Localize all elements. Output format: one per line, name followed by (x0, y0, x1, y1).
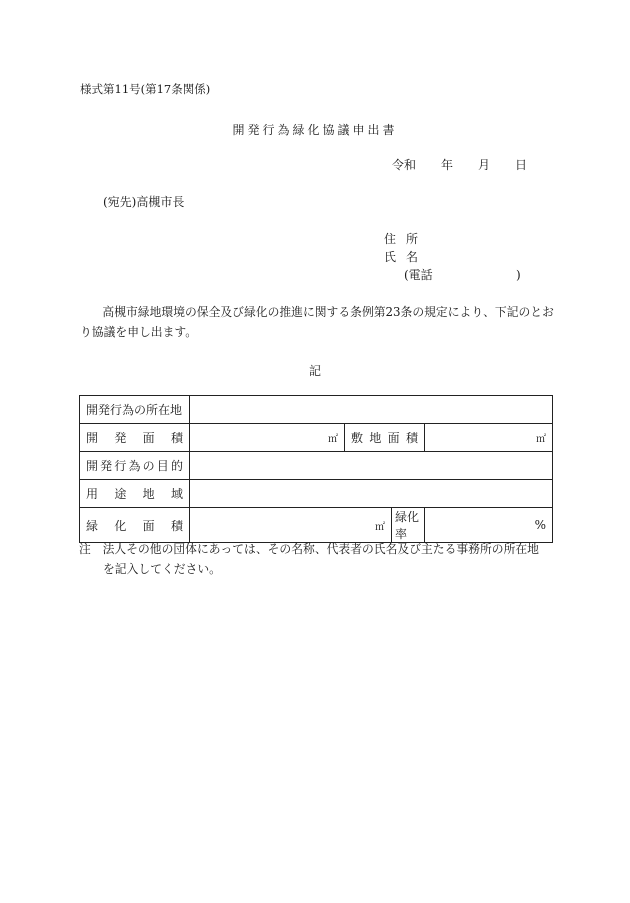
dev-area-value: ㎡ (190, 424, 345, 452)
green-ratio-value: % (425, 508, 553, 543)
date-line (392, 156, 527, 173)
label-char: 開 (86, 459, 99, 473)
name-line (384, 248, 521, 266)
label-char: 緑 (86, 518, 99, 533)
label-char: 途 (114, 487, 127, 501)
date-month: 月 (478, 158, 491, 172)
footnote (79, 539, 559, 579)
label-char: 地 (142, 487, 155, 501)
name-label-char: 氏 (384, 250, 397, 264)
label-char: 的 (170, 459, 183, 473)
table-row (80, 508, 553, 543)
green-area-label (80, 508, 190, 543)
phone-close: ) (516, 268, 521, 282)
label-char: 為 (128, 459, 141, 473)
address-label-char: 所 (406, 232, 419, 246)
date-year: 年 (441, 158, 454, 172)
label-char: 用 (86, 487, 99, 501)
label-char: 行 (114, 459, 127, 473)
location-value (190, 396, 553, 424)
purpose-label (80, 452, 190, 480)
table-row (80, 452, 553, 480)
applicant-block (384, 230, 521, 284)
zone-label (80, 480, 190, 508)
date-day: 日 (515, 158, 528, 172)
label-char: 目 (156, 459, 169, 473)
footnote-line: 注 法人その他の団体にあっては、その名称、代表者の氏名及び主たる事務所の所在地 (79, 542, 539, 556)
table-row (80, 396, 553, 424)
site-area-label (345, 424, 425, 452)
phone-open: (電話 (404, 268, 433, 282)
label-char: 敷 (351, 431, 364, 445)
dev-area-label (80, 424, 190, 452)
label-char: 面 (142, 431, 155, 445)
ki-heading: 記 (308, 364, 321, 378)
green-ratio-label: 緑化率 (392, 508, 425, 543)
body-text: 高槻市緑地環境の保全及び緑化の推進に関する条例第23条の規定により、下記のとおり協議を申し出ます。 (80, 305, 554, 339)
footnote-line: を記入してください。 (103, 562, 221, 576)
site-area-value: ㎡ (425, 424, 553, 452)
address-label-char: 住 (384, 232, 397, 246)
table-row (80, 424, 553, 452)
label-char: 積 (170, 518, 183, 533)
label-char: 面 (142, 518, 155, 533)
label-char: 化 (114, 518, 127, 533)
document-title: 開発行為緑化協議申出書 (232, 123, 398, 137)
zone-value (190, 480, 553, 508)
application-table (79, 395, 553, 543)
label-char: 発 (114, 431, 127, 445)
location-label: 開発行為の所在地 (80, 396, 190, 424)
label-char: の (142, 459, 155, 473)
label-char: 域 (170, 487, 183, 501)
form-number: 様式第11号(第17条関係) (80, 82, 211, 96)
label-char: 開 (86, 431, 99, 445)
label-char: 面 (387, 431, 400, 445)
purpose-value (190, 452, 553, 480)
address-line (384, 230, 521, 248)
green-area-value: ㎡ (190, 508, 392, 543)
table-row (80, 480, 553, 508)
addressee: (宛先)高槻市長 (103, 195, 185, 209)
phone-line (384, 266, 521, 284)
label-char: 積 (170, 431, 183, 445)
date-era: 令和 (392, 158, 417, 172)
label-char: 積 (405, 431, 418, 445)
name-label-char: 名 (406, 250, 419, 264)
label-char: 発 (100, 459, 113, 473)
label-char: 地 (369, 431, 382, 445)
